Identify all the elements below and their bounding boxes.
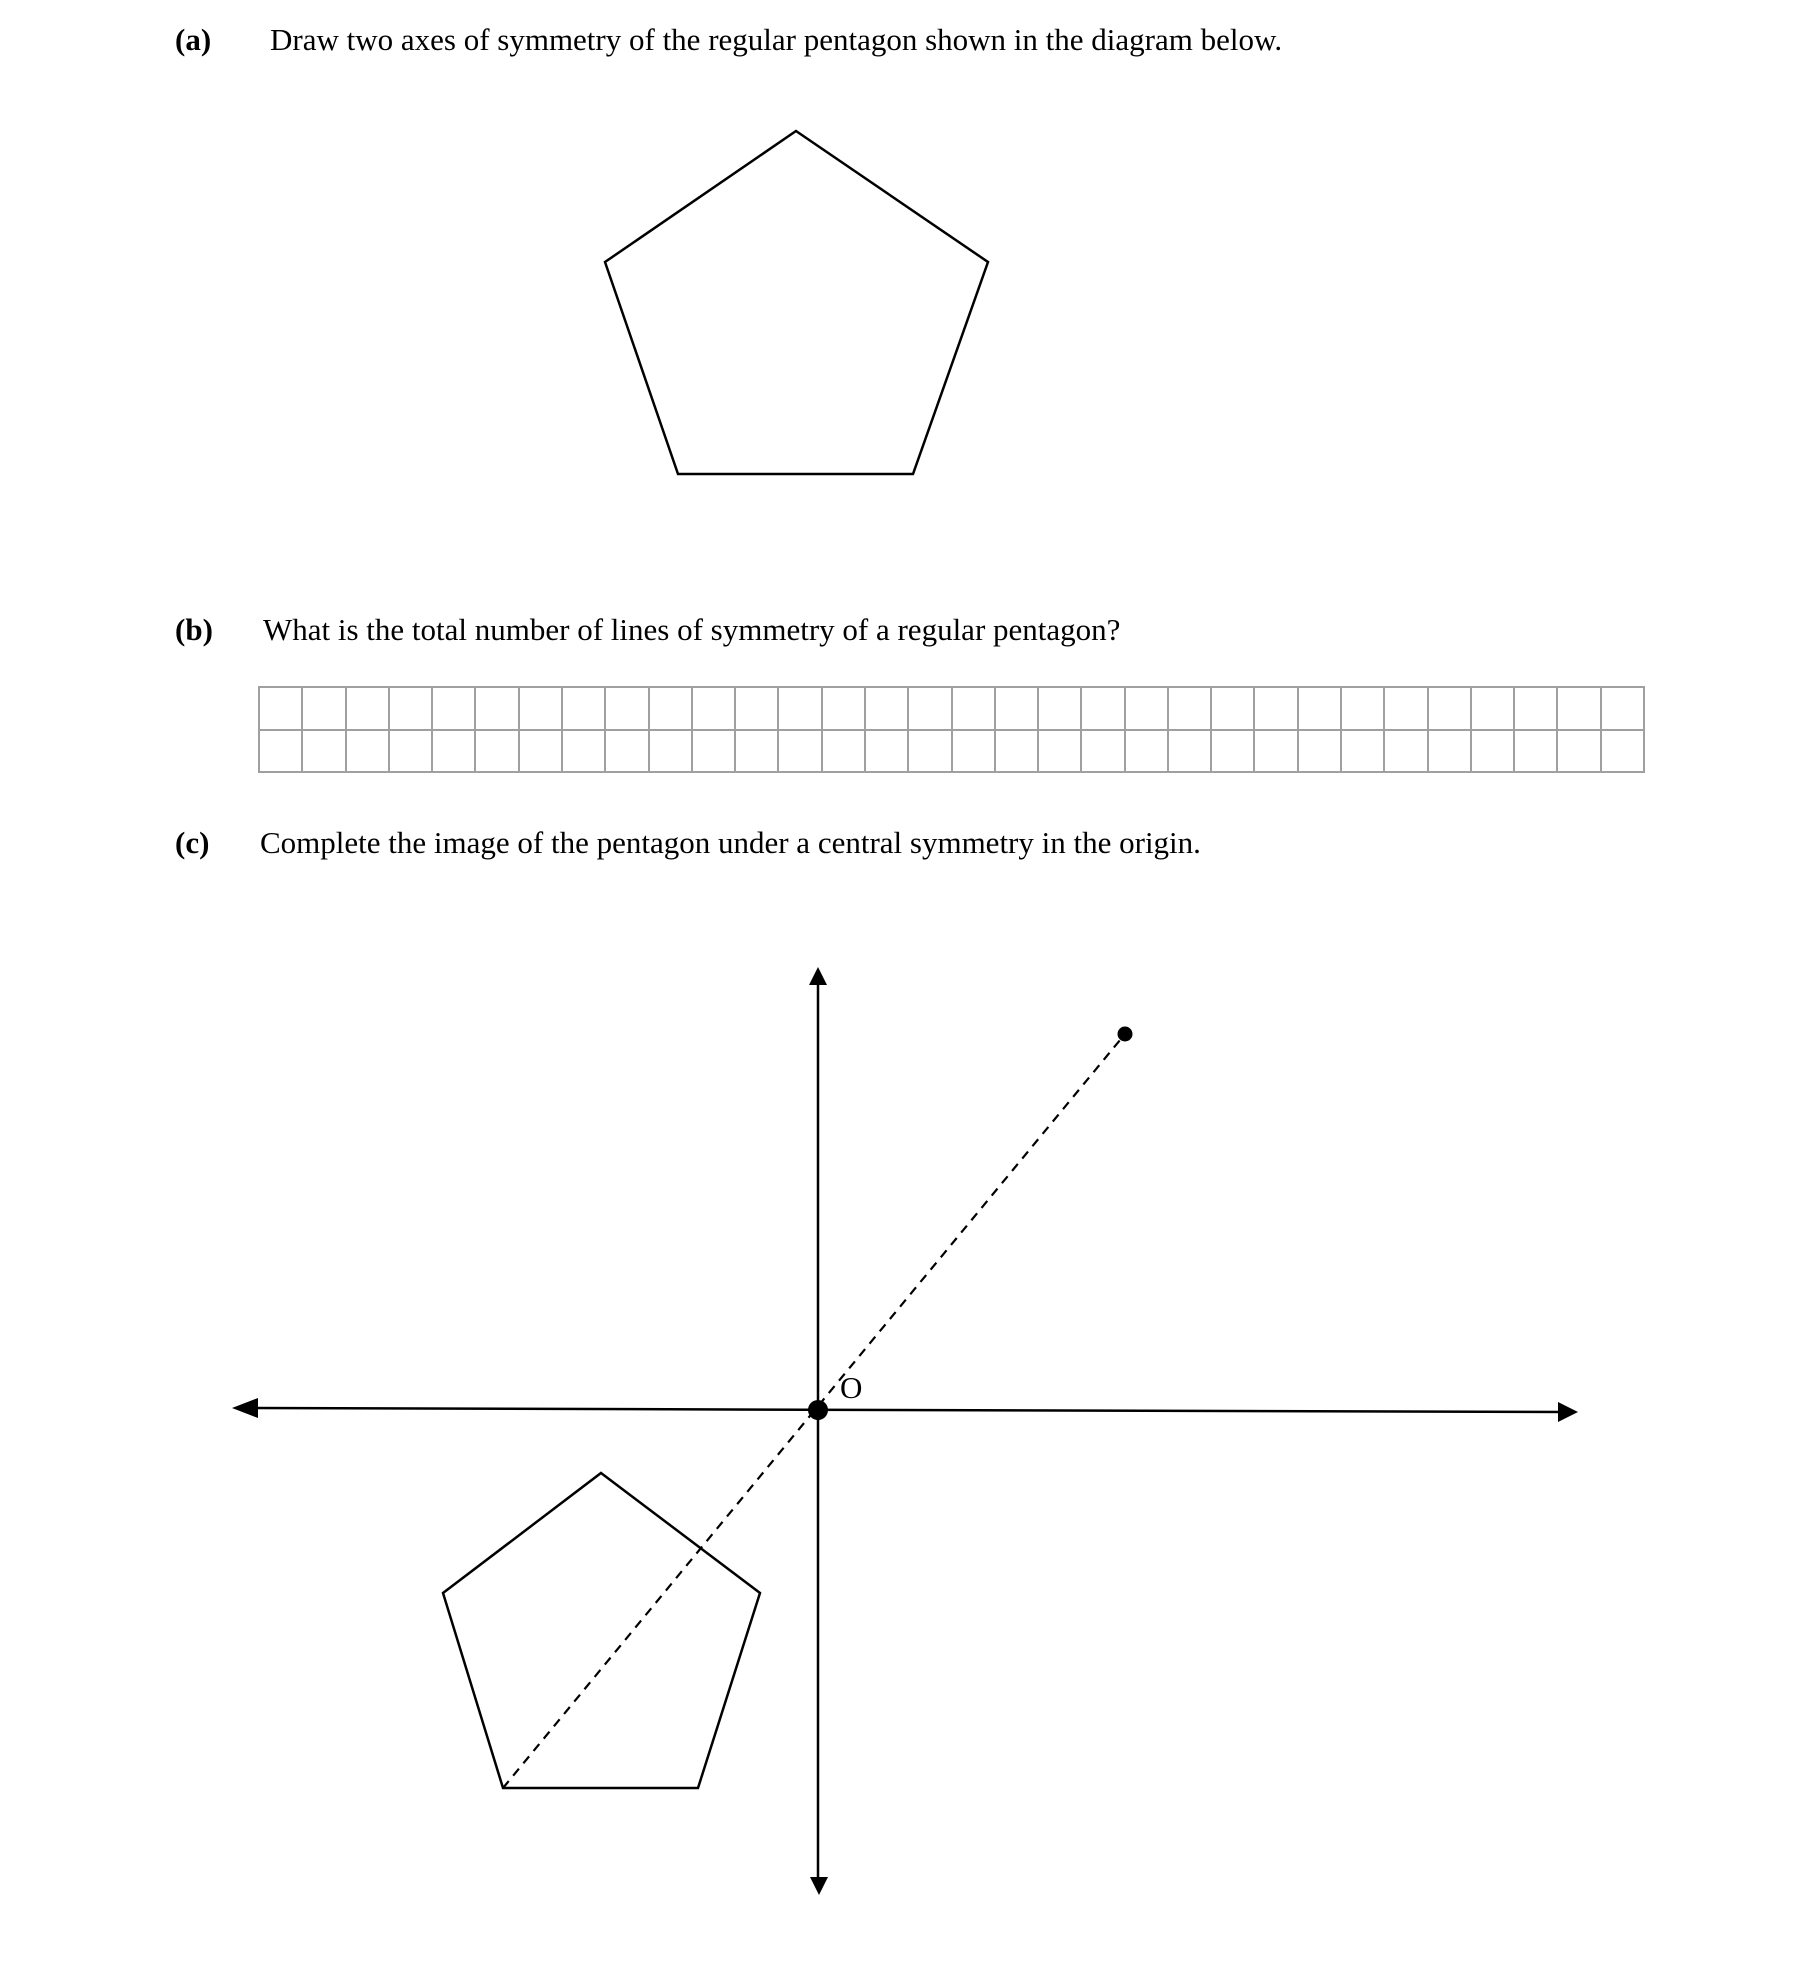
answer-cell[interactable] [1082,731,1125,774]
answer-cell[interactable] [520,688,563,731]
answer-cell[interactable] [1472,688,1515,731]
answer-cell[interactable] [650,731,693,774]
answer-grid[interactable] [258,686,1645,773]
answer-cell[interactable] [1169,731,1212,774]
question-c-text: Complete the image of the pentagon under a central symmetry in the origin. [260,825,1201,860]
answer-cell[interactable] [347,688,390,731]
answer-cell[interactable] [736,688,779,731]
answer-cell[interactable] [996,688,1039,731]
answer-cell[interactable] [693,688,736,731]
answer-cell[interactable] [1212,731,1255,774]
answer-cell[interactable] [1558,688,1601,731]
answer-cell[interactable] [779,688,822,731]
pentagon-c [443,1473,760,1788]
answer-cell[interactable] [563,688,606,731]
answer-cell[interactable] [953,731,996,774]
answer-cell[interactable] [1472,731,1515,774]
answer-cell[interactable] [1429,688,1472,731]
answer-cell[interactable] [390,731,433,774]
x-axis-left-arrow-icon [232,1398,258,1418]
answer-cell[interactable] [1039,688,1082,731]
question-a-text: Draw two axes of symmetry of the regular pentagon shown in the diagram below. [270,22,1283,57]
coordinate-axes [232,967,1578,1895]
answer-cell[interactable] [693,731,736,774]
answer-cell[interactable] [1602,688,1645,731]
question-c-label: (c) [175,825,210,860]
answer-cell[interactable] [606,731,649,774]
answer-cell[interactable] [866,731,909,774]
answer-cell[interactable] [909,731,952,774]
answer-cell[interactable] [606,688,649,731]
answer-cell[interactable] [996,731,1039,774]
answer-cell[interactable] [347,731,390,774]
answer-cell[interactable] [1342,731,1385,774]
x-axis [244,1408,1566,1412]
answer-cell[interactable] [823,688,866,731]
answer-cell[interactable] [1429,731,1472,774]
answer-cell[interactable] [563,731,606,774]
answer-cell[interactable] [1602,731,1645,774]
answer-cell[interactable] [1126,731,1169,774]
answer-cell[interactable] [1255,731,1298,774]
pentagon-a [605,131,988,474]
answer-cell[interactable] [1385,731,1428,774]
answer-cell[interactable] [909,688,952,731]
answer-cell[interactable] [866,688,909,731]
y-axis-down-arrow-icon [810,1877,828,1895]
answer-cell[interactable] [736,731,779,774]
answer-cell[interactable] [1299,688,1342,731]
answer-cell[interactable] [1515,688,1558,731]
y-axis-up-arrow-icon [809,967,827,985]
answer-cell[interactable] [390,688,433,731]
question-b-label: (b) [175,612,213,647]
given-point [1118,1027,1133,1042]
answer-cell[interactable] [260,688,303,731]
answer-cell[interactable] [520,731,563,774]
answer-cell[interactable] [650,688,693,731]
x-axis-right-arrow-icon [1558,1402,1578,1422]
origin-label: O [840,1370,863,1405]
question-a-label: (a) [175,22,212,57]
answer-cell[interactable] [953,688,996,731]
answer-cell[interactable] [1126,688,1169,731]
origin-point [808,1400,828,1420]
answer-cell[interactable] [1558,731,1601,774]
answer-cell[interactable] [260,731,303,774]
question-b-text: What is the total number of lines of symmetry of a regular pentagon? [263,612,1121,647]
answer-cell[interactable] [1385,688,1428,731]
answer-cell[interactable] [1169,688,1212,731]
answer-cell[interactable] [1515,731,1558,774]
answer-cell[interactable] [433,731,476,774]
answer-cell[interactable] [779,731,822,774]
answer-cell[interactable] [1212,688,1255,731]
answer-cell[interactable] [1039,731,1082,774]
answer-cell[interactable] [1299,731,1342,774]
answer-cell[interactable] [433,688,476,731]
answer-cell[interactable] [303,731,346,774]
answer-cell[interactable] [1255,688,1298,731]
answer-cell[interactable] [823,731,866,774]
answer-cell[interactable] [476,731,519,774]
answer-cell[interactable] [476,688,519,731]
answer-cell[interactable] [1082,688,1125,731]
answer-cell[interactable] [303,688,346,731]
answer-cell[interactable] [1342,688,1385,731]
